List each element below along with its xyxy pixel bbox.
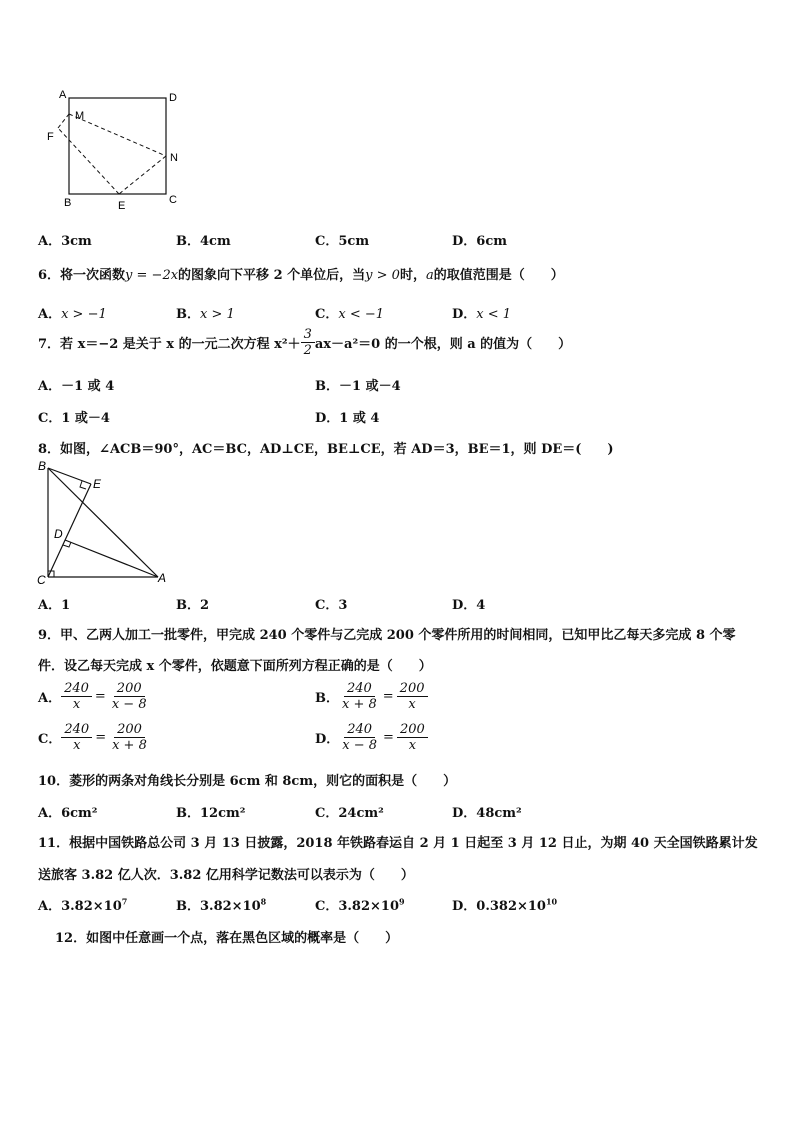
q10-option-d[interactable]: D．48cm² bbox=[452, 806, 522, 821]
q11-option-d[interactable]: D．$0.382\times 10^{10}$ bbox=[452, 896, 558, 914]
label-C: C bbox=[169, 194, 177, 206]
label-E: E bbox=[93, 477, 102, 491]
triangle-figure bbox=[34, 456, 174, 588]
label-N: N bbox=[170, 152, 178, 164]
q9-stem-line2: 件．设乙每天完成 x 个零件，依题意下面所列方程正确的是（ ） bbox=[38, 659, 432, 674]
label-A: A bbox=[59, 89, 67, 101]
q7-stem: 7．若 x＝−2 是关于 x 的一元二次方程 x²＋ $\frac{3}{2}$ ax－a²＝0 的一个根，则 a 的值为（ ） bbox=[38, 327, 572, 358]
label-B: B bbox=[38, 459, 47, 473]
q9-stem-line1: 9．甲、乙两人加工一批零件，甲完成 240 个零件与乙完成 200 个零件所用的时间相同，已知甲比乙每天多完成 8 个零 bbox=[38, 628, 736, 643]
q6-option-d[interactable]: D．x < 1 bbox=[452, 307, 512, 322]
q8-option-d[interactable]: D．4 bbox=[452, 598, 486, 613]
q6-option-c[interactable]: C．x < −1 bbox=[315, 307, 385, 322]
q8-option-b[interactable]: B．2 bbox=[176, 598, 210, 613]
q12-stem: 12．如图中任意画一个点，落在黑色区域的概率是（ ） bbox=[55, 931, 399, 946]
q10-option-a[interactable]: A．6cm² bbox=[38, 806, 98, 821]
label-A: A bbox=[158, 571, 167, 585]
q6-stem: 6．将一次函数y = −2x的图象向下平移 2 个单位后，当y > 0时，a的取值范围是（ ） bbox=[38, 268, 564, 283]
q10-option-c[interactable]: C．24cm² bbox=[315, 806, 384, 821]
q5-option-c[interactable]: C．5cm bbox=[315, 234, 370, 249]
q9-option-c[interactable]: C． $\frac{240}{x}$ = $\frac{200}{x + 8}$ bbox=[38, 722, 147, 753]
label-D: D bbox=[169, 92, 177, 104]
label-E: E bbox=[118, 200, 126, 212]
q6-option-b[interactable]: B．x > 1 bbox=[176, 307, 235, 322]
label-M: M bbox=[75, 110, 85, 122]
q5-option-d[interactable]: D．6cm bbox=[452, 234, 507, 249]
q11-stem-line1: 11．根据中国铁路总公司 3 月 13 日披露，2018 年铁路春运自 2 月 1 日起至 3 月 12 日止，为期 40 天全国铁路累计发 bbox=[38, 836, 758, 851]
q10-stem: 10．菱形的两条对角线长分别是 6cm 和 8cm，则它的面积是（ ） bbox=[38, 774, 457, 789]
label-F: F bbox=[47, 131, 54, 143]
label-C: C bbox=[37, 573, 46, 587]
q8-stem: 8．如图，∠ACB＝90°，AC＝BC，AD⊥CE，BE⊥CE，若 AD＝3，BE＝1，则 DE＝( ) bbox=[38, 442, 614, 457]
q9-option-b[interactable]: B． $\frac{240}{x + 8}$ = $\frac{200}{x}$ bbox=[315, 681, 428, 712]
q9-option-d[interactable]: D． $\frac{240}{x - 8}$ = $\frac{200}{x}$ bbox=[315, 722, 428, 753]
q7-option-a[interactable]: A．－1 或 4 bbox=[38, 379, 115, 394]
q6-option-a[interactable]: A．x > −1 bbox=[38, 307, 107, 322]
q11-option-c[interactable]: C．$3.82\times 10^9$ bbox=[315, 896, 405, 914]
q7-option-b[interactable]: B．－1 或－4 bbox=[315, 379, 401, 394]
q5-option-b[interactable]: B．4cm bbox=[176, 234, 231, 249]
q11-option-a[interactable]: A．$3.82\times 10^7$ bbox=[38, 896, 128, 914]
square-fold-figure bbox=[40, 84, 200, 214]
q11-stem-line2: 送旅客 3.82 亿人次．3.82 亿用科学记数法可以表示为（ ） bbox=[38, 868, 414, 883]
q11-option-b[interactable]: B．$3.82\times 10^8$ bbox=[176, 896, 267, 914]
label-B: B bbox=[64, 197, 72, 209]
q9-option-a[interactable]: A． $\frac{240}{x}$ = $\frac{200}{x - 8}$ bbox=[38, 681, 147, 712]
q5-option-a[interactable]: A．3cm bbox=[38, 234, 92, 249]
q7-fraction: $\frac{3}{2}$ bbox=[301, 327, 315, 358]
q8-option-a[interactable]: A．1 bbox=[38, 598, 71, 613]
q7-option-d[interactable]: D．1 或 4 bbox=[315, 411, 380, 426]
q8-option-c[interactable]: C．3 bbox=[315, 598, 348, 613]
q10-option-b[interactable]: B．12cm² bbox=[176, 806, 246, 821]
q7-option-c[interactable]: C．1 或－4 bbox=[38, 411, 110, 426]
label-D: D bbox=[54, 527, 63, 541]
